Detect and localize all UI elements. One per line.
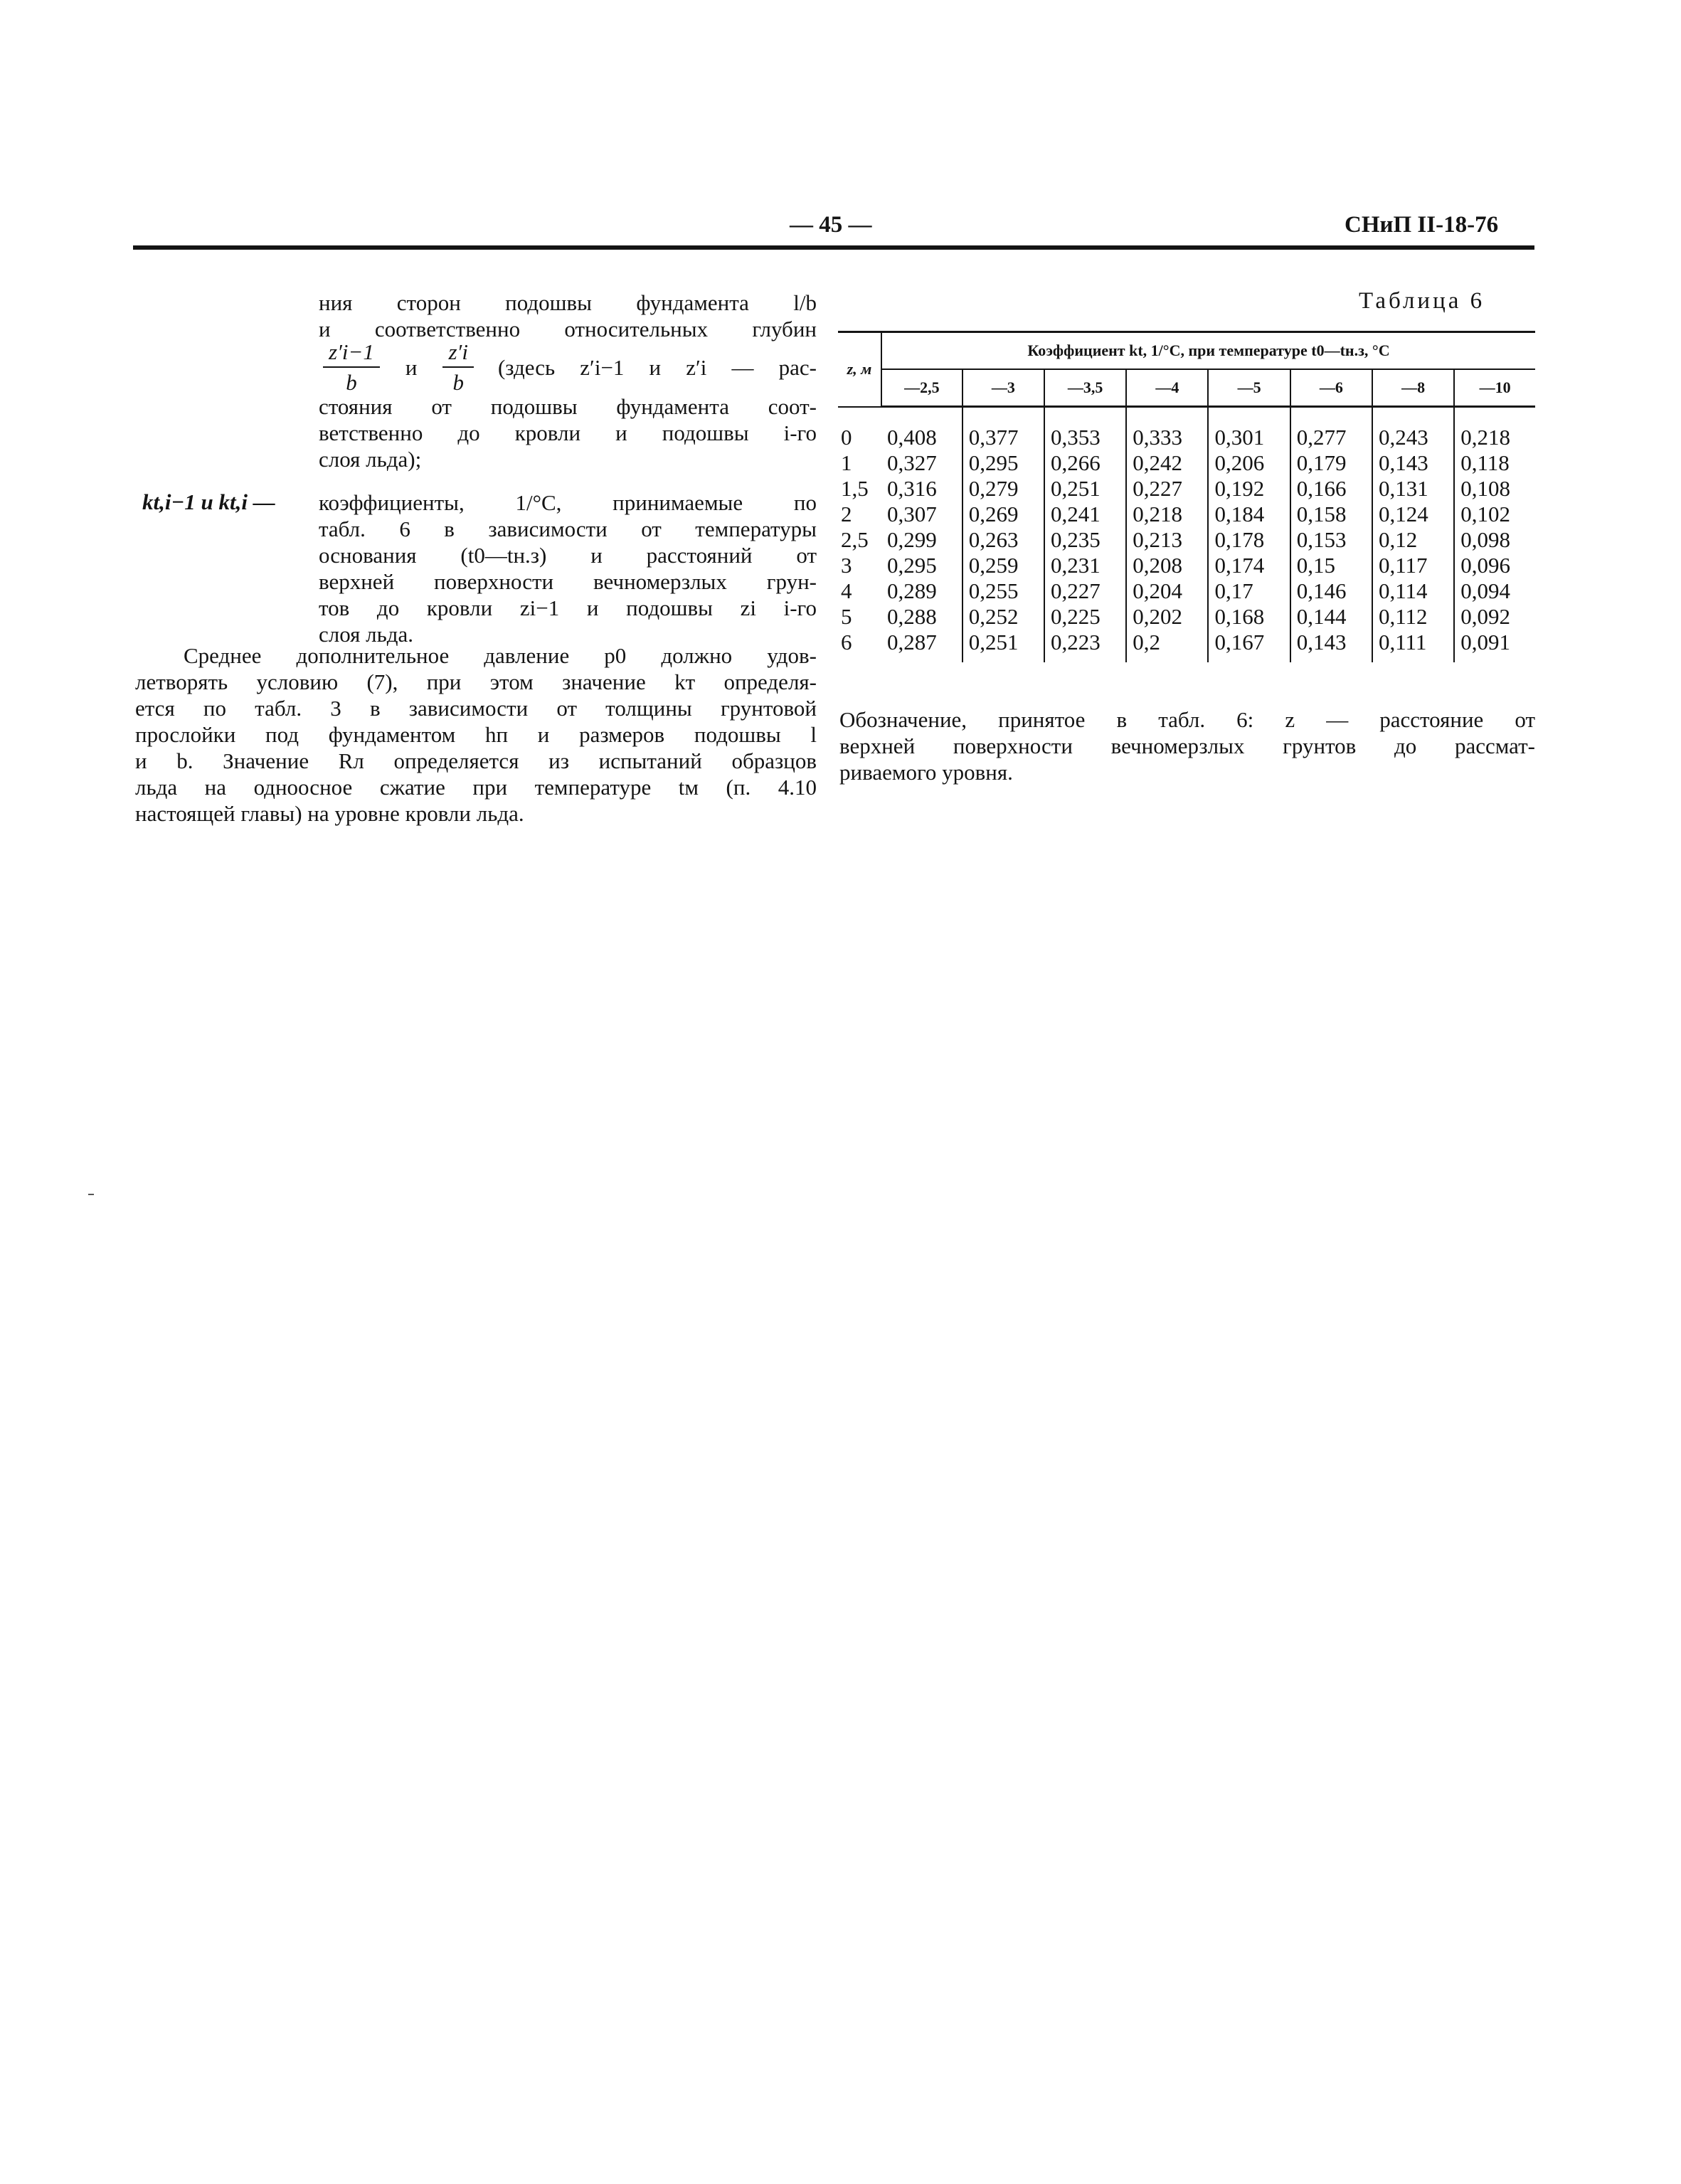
depth-cell: 1,5 xyxy=(841,476,869,501)
coefficient-cell: 0,301 xyxy=(1208,425,1290,450)
coefficient-cell: 0,408 xyxy=(881,425,963,450)
coefficient-cell: 0,124 xyxy=(1372,502,1454,527)
header-rule xyxy=(133,245,1534,250)
coefficient-cell: 0,204 xyxy=(1126,578,1208,604)
table-row xyxy=(838,527,1535,553)
body-paragraph xyxy=(135,642,817,827)
paragraph-line: ется по табл. 3 в зависимости от толщины грунтовой xyxy=(135,696,817,721)
coefficient-cell: 0,158 xyxy=(1290,502,1372,527)
temperature-header-row xyxy=(838,369,1535,407)
spacer-cell xyxy=(881,655,963,662)
coefficient-cell: 0,096 xyxy=(1460,553,1510,578)
coefficient-cell: 0,213 xyxy=(1126,527,1208,553)
coefficient-cell: 0,227 xyxy=(1126,476,1208,502)
definition-line: основания (t0—tн.з) и расстояний от xyxy=(319,543,817,568)
temperature-header: —5 xyxy=(1208,369,1290,407)
coefficient-cell: 0,131 xyxy=(1372,476,1454,502)
table-body xyxy=(838,407,1535,663)
spacer-cell xyxy=(963,655,1044,662)
coefficient-cell: 0,251 xyxy=(963,630,1044,655)
table-row xyxy=(838,578,1535,604)
coefficient-cell: 0,287 xyxy=(881,630,963,655)
spacer-cell xyxy=(1044,407,1126,425)
coefficient-cell: 0,255 xyxy=(963,578,1044,604)
page-number: — 45 — xyxy=(790,212,872,238)
coefficient-cell: 0,144 xyxy=(1290,604,1372,630)
definition-line: и соответственно относительных глубин xyxy=(319,317,817,341)
coefficient-cell: 0,299 xyxy=(881,527,963,553)
coefficient-cell: 0,227 xyxy=(1044,578,1126,604)
coefficient-cell: 0,15 xyxy=(1290,553,1372,578)
depth-cell: 1 xyxy=(841,450,852,475)
coefficient-cell: 0,289 xyxy=(881,578,963,604)
coefficient-cell: 0,231 xyxy=(1044,553,1126,578)
z-column-header: z, м xyxy=(838,332,881,407)
spacer-cell xyxy=(881,407,963,425)
spacer-cell xyxy=(838,655,881,662)
coefficient-cell: 0,118 xyxy=(1460,450,1510,475)
definition-line: стояния от подошвы фундамента соот- xyxy=(319,394,817,419)
note-line: верхней поверхности вечномерзлых грунтов до рассмат- xyxy=(839,733,1535,758)
coefficient-cell: 0,179 xyxy=(1290,450,1372,476)
table-row xyxy=(838,476,1535,502)
depth-cell: 3 xyxy=(841,553,852,578)
definition-line: тов до кровли zi−1 и подошвы zi i-го xyxy=(319,595,817,620)
paragraph-line: настоящей главы) на уровне кровли льда. xyxy=(135,801,524,826)
paragraph-line: и b. Значение Rл определяется из испытаний образцов xyxy=(135,748,817,773)
temperature-header: —4 xyxy=(1126,369,1208,407)
spacer-cell xyxy=(1454,407,1535,425)
coefficient-cell: 0,218 xyxy=(1460,425,1510,450)
coefficient-table xyxy=(838,331,1535,662)
coefficient-cell: 0,102 xyxy=(1460,502,1510,526)
depth-cell: 6 xyxy=(841,630,852,654)
definition-line: слоя льда); xyxy=(319,447,422,472)
coefficient-cell: 0,295 xyxy=(881,553,963,578)
coefficient-cell: 0,277 xyxy=(1290,425,1372,450)
depth-cell: 2 xyxy=(841,502,852,526)
spacer-cell xyxy=(838,407,881,425)
table-note xyxy=(839,706,1535,785)
fraction-denominator: b xyxy=(346,370,357,395)
table-row xyxy=(838,553,1535,578)
spacer-cell xyxy=(1044,655,1126,662)
coefficient-cell: 0,143 xyxy=(1290,630,1372,655)
definition-line: коэффициенты, 1/°С, принимаемые по xyxy=(319,490,817,515)
table-header-row xyxy=(838,332,1535,370)
coefficient-cell: 0,143 xyxy=(1372,450,1454,476)
coefficient-cell: 0,2 xyxy=(1126,630,1208,655)
coefficient-cell: 0,266 xyxy=(1044,450,1126,476)
coefficient-cell: 0,295 xyxy=(963,450,1044,476)
k-coefficient-description xyxy=(319,489,817,647)
note-line: Обозначение, принятое в табл. 6: z — расстояние от xyxy=(839,707,1535,732)
note-line: риваемого уровня. xyxy=(839,760,1013,785)
coefficient-cell: 0,092 xyxy=(1460,604,1510,629)
depth-cell: 0 xyxy=(841,425,852,450)
definitions-block xyxy=(319,290,817,472)
coefficient-cell: 0,235 xyxy=(1044,527,1126,553)
fraction-numerator: z′i xyxy=(442,339,473,368)
paragraph-line: летворять условию (7), при этом значение kт определя- xyxy=(135,669,817,694)
coefficient-cell: 0,094 xyxy=(1460,578,1510,603)
coefficient-cell: 0,263 xyxy=(963,527,1044,553)
spacer-cell xyxy=(1208,655,1290,662)
paragraph-line: льда на одноосное сжатие при температуре tм (п. 4.10 xyxy=(135,775,817,800)
coefficient-cell: 0,288 xyxy=(881,604,963,630)
coefficient-cell: 0,12 xyxy=(1372,527,1454,553)
coefficient-cell: 0,168 xyxy=(1208,604,1290,630)
coefficient-cell: 0,377 xyxy=(963,425,1044,450)
spacer-cell xyxy=(963,407,1044,425)
scan-speck xyxy=(88,1194,94,1195)
coefficient-cell: 0,252 xyxy=(963,604,1044,630)
table-row xyxy=(838,425,1535,450)
temperature-header: —2,5 xyxy=(881,369,963,407)
coefficient-cell: 0,316 xyxy=(881,476,963,502)
coefficient-cell: 0,251 xyxy=(1044,476,1126,502)
coefficient-cell: 0,192 xyxy=(1208,476,1290,502)
depth-cell: 4 xyxy=(841,578,852,603)
coefficient-cell: 0,208 xyxy=(1126,553,1208,578)
coefficient-cell: 0,178 xyxy=(1208,527,1290,553)
table xyxy=(838,331,1535,662)
coefficient-cell: 0,206 xyxy=(1208,450,1290,476)
coefficient-cell: 0,184 xyxy=(1208,502,1290,527)
temperature-header: —3 xyxy=(963,369,1044,407)
temperature-header: —6 xyxy=(1290,369,1372,407)
definition-line: ния сторон подошвы фундамента l/b xyxy=(319,290,817,315)
definition-line: ветственно до кровли и подошвы i-го xyxy=(319,420,817,445)
coefficient-cell: 0,117 xyxy=(1372,553,1454,578)
coefficient-cell: 0,279 xyxy=(963,476,1044,502)
coefficient-cell: 0,259 xyxy=(963,553,1044,578)
coefficient-cell: 0,111 xyxy=(1372,630,1454,655)
coefficient-cell: 0,307 xyxy=(881,502,963,527)
coefficient-cell: 0,218 xyxy=(1126,502,1208,527)
spacer-cell xyxy=(1372,655,1454,662)
coefficient-cell: 0,353 xyxy=(1044,425,1126,450)
coefficient-cell: 0,167 xyxy=(1208,630,1290,655)
definition-line: слоя льда. xyxy=(319,622,414,647)
coefficient-cell: 0,333 xyxy=(1126,425,1208,450)
k-coefficient-symbols: kt,i−1 и kt,i — xyxy=(142,489,275,514)
coefficient-cell: 0,241 xyxy=(1044,502,1126,527)
fraction-denominator: b xyxy=(452,370,464,395)
coefficient-cell: 0,091 xyxy=(1460,630,1510,654)
depth-cell: 5 xyxy=(841,604,852,629)
table-bottom-row xyxy=(838,655,1535,662)
spacer-cell xyxy=(1290,655,1372,662)
coefficient-cell: 0,223 xyxy=(1044,630,1126,655)
conjunction: и xyxy=(405,354,418,380)
coefficient-cell: 0,327 xyxy=(881,450,963,476)
table-spacer-row xyxy=(838,407,1535,425)
coefficient-cell: 0,17 xyxy=(1208,578,1290,604)
definition-line: (здесь z′i−1 и z′i — рас- xyxy=(497,354,817,380)
definition-line: верхней поверхности вечномерзлых грун- xyxy=(319,569,817,594)
temperature-header: —10 xyxy=(1454,369,1535,407)
coefficient-cell: 0,225 xyxy=(1044,604,1126,630)
fraction-line xyxy=(319,341,817,393)
coefficient-cell: 0,243 xyxy=(1372,425,1454,450)
definition-line: табл. 6 в зависимости от температуры xyxy=(319,516,817,541)
spacer-cell xyxy=(1126,407,1208,425)
coefficient-cell: 0,108 xyxy=(1460,476,1510,501)
coefficient-cell: 0,146 xyxy=(1290,578,1372,604)
table-title: Таблица 6 xyxy=(1359,288,1485,314)
coefficient-header: Коэффициент kt, 1/°С, при температуре t0—tн.з, °С xyxy=(881,332,1535,370)
temperature-header: —8 xyxy=(1372,369,1454,407)
spacer-cell xyxy=(1290,407,1372,425)
table-row xyxy=(838,450,1535,476)
spacer-cell xyxy=(1454,655,1535,662)
temperature-header: —3,5 xyxy=(1044,369,1126,407)
table-row xyxy=(838,630,1535,655)
coefficient-cell: 0,242 xyxy=(1126,450,1208,476)
coefficient-cell: 0,174 xyxy=(1208,553,1290,578)
fraction-z-prev xyxy=(323,339,380,396)
paragraph-line: Среднее дополнительное давление p0 должно удов- xyxy=(184,643,817,668)
spacer-cell xyxy=(1126,655,1208,662)
coefficient-cell: 0,166 xyxy=(1290,476,1372,502)
table-row xyxy=(838,502,1535,527)
coefficient-cell: 0,202 xyxy=(1126,604,1208,630)
spacer-cell xyxy=(1208,407,1290,425)
coefficient-cell: 0,269 xyxy=(963,502,1044,527)
paragraph-line: прослойки под фундаментом hп и размеров подошвы l xyxy=(135,722,817,747)
table-row xyxy=(838,604,1535,630)
coefficient-cell: 0,098 xyxy=(1460,527,1510,552)
coefficient-cell: 0,112 xyxy=(1372,604,1454,630)
spacer-cell xyxy=(1372,407,1454,425)
fraction-numerator: z′i−1 xyxy=(323,339,380,368)
fraction-z xyxy=(442,339,473,396)
depth-cell: 2,5 xyxy=(841,527,869,552)
document-code: СНиП II-18-76 xyxy=(1345,212,1499,238)
coefficient-cell: 0,153 xyxy=(1290,527,1372,553)
coefficient-cell: 0,114 xyxy=(1372,578,1454,604)
